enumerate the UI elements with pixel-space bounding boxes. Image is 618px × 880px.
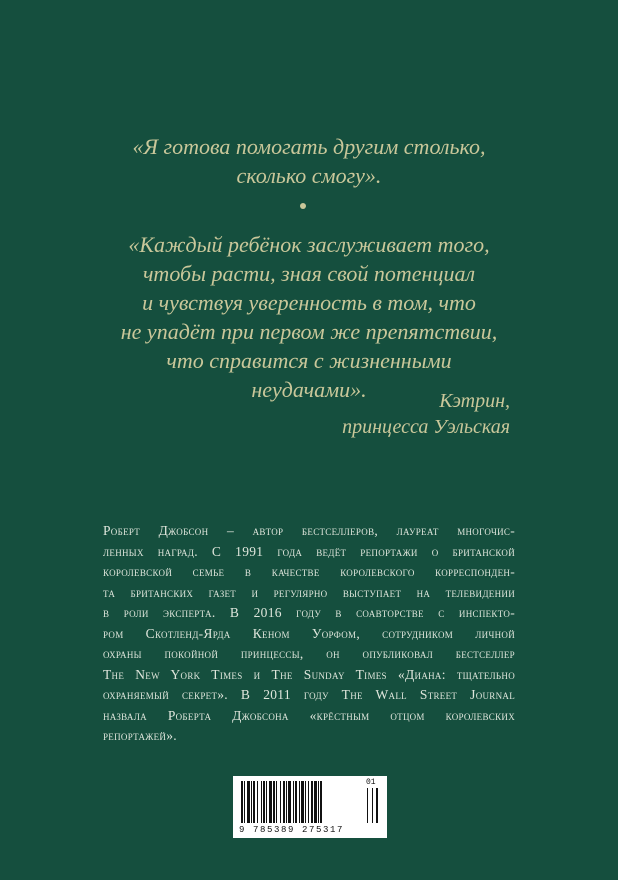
isbn-barcode <box>233 776 387 838</box>
quote-line: чтобы расти, зная свой потенциал <box>142 261 476 286</box>
barcode-bar <box>301 781 304 823</box>
quote-line: сколько смогу». <box>236 163 382 188</box>
barcode-bar <box>261 781 262 823</box>
barcode-bar <box>273 781 275 823</box>
barcode-bar <box>269 781 272 823</box>
bio-line: Роберт Джобсон – автор бестселлеров, лауреат многочис- <box>103 523 515 538</box>
barcode-bar <box>251 781 252 823</box>
barcode-bar <box>305 781 306 823</box>
barcode-addon-bar <box>376 788 378 823</box>
barcode-bar <box>308 781 309 823</box>
bio-line: The New York Times и The Sunday Times «Диана: тщательно <box>103 666 515 682</box>
barcode-addon-bar <box>367 788 368 823</box>
bio-line: в роли эксперта. В 2016 году в соавторстве с инспекто- <box>103 605 515 620</box>
barcode-bar <box>241 781 243 823</box>
barcode-bar <box>244 781 245 823</box>
barcode-bar <box>280 781 281 823</box>
attribution-title: принцесса Уэльская <box>342 416 510 438</box>
barcode-number: 9 785389 275317 <box>239 825 345 835</box>
barcode-bar <box>311 781 313 823</box>
bio-line: ром Скотленд-Ярда Кеном Уорфом, сотрудником личной <box>103 625 515 641</box>
barcode-bar <box>247 781 250 823</box>
barcode-bar <box>263 781 265 823</box>
barcode-bar <box>314 781 317 823</box>
bio-line: та британских газет и регулярно выступает на телевидении <box>103 584 515 600</box>
bio-line: королевской семье в качестве королевского корреспонден- <box>103 564 515 579</box>
barcode-bar <box>266 781 267 823</box>
bio-line: репортажей». <box>103 728 177 743</box>
bio-line: охраны покойной принцессы, он опубликовал бестселлер <box>103 646 515 661</box>
quote-line: «Каждый ребёнок заслуживает того, <box>128 232 490 257</box>
quote-first <box>60 132 558 190</box>
attribution-name: Кэтрин, <box>439 390 510 412</box>
barcode-bar <box>299 781 300 823</box>
barcode-bar <box>318 781 319 823</box>
barcode-bar <box>276 781 277 823</box>
quote-line: неудачами». <box>251 377 367 402</box>
barcode-bar <box>283 781 285 823</box>
quote-line: и чувствуя уверенность в том, что <box>142 290 476 315</box>
barcode-addon: 01 <box>366 778 376 787</box>
quote-attribution <box>342 388 510 440</box>
barcode-bar <box>286 781 287 823</box>
quote-line: не упадёт при первом же препятствии, <box>120 319 498 344</box>
author-bio <box>103 521 515 747</box>
bio-line: назвала Роберта Джобсона «крёстным отцом королевских <box>103 707 515 723</box>
barcode-bar <box>257 781 258 823</box>
bio-line: охраняемый секрет». В 2011 году The Wall Street Journal <box>103 687 515 702</box>
barcode-addon-bar <box>372 788 373 823</box>
barcode-bar <box>293 781 294 823</box>
separator-dot <box>300 203 306 209</box>
quote-line: что справится с жизненными <box>166 348 452 373</box>
barcode-bar <box>288 781 291 823</box>
quote-line: «Я готова помогать другим столько, <box>132 134 486 159</box>
quote-second <box>60 230 558 404</box>
barcode-bar <box>320 781 322 823</box>
barcode-bar <box>253 781 255 823</box>
bio-line: ленных наград. С 1991 года ведёт репортажи о британской <box>103 543 515 559</box>
barcode-bar <box>295 781 297 823</box>
